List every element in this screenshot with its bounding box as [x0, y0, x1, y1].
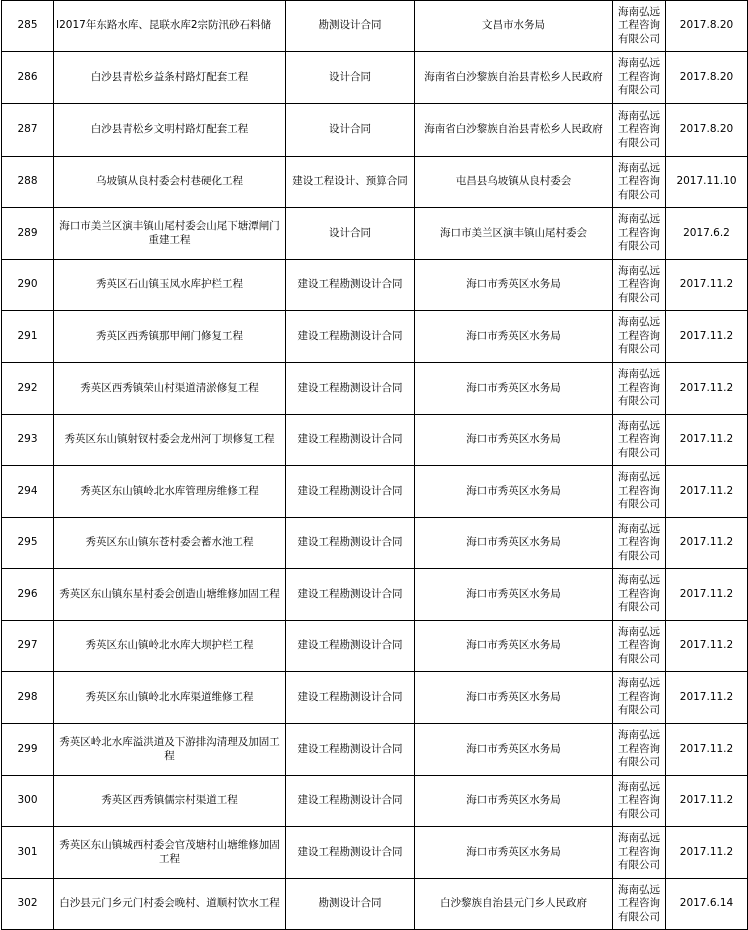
client-name: 海口市秀英区水务局 — [415, 672, 613, 724]
table-row — [2, 466, 748, 518]
client-name: 文昌市水务局 — [415, 1, 613, 52]
project-name: 海口市美兰区演丰镇山尾村委会山尾下塘潭闸门重建工程 — [54, 208, 286, 260]
row-number: 289 — [2, 208, 54, 260]
row-number: 285 — [2, 1, 54, 52]
contract-type: 勘测设计合同 — [286, 879, 415, 930]
client-name: 海口市秀英区水务局 — [415, 621, 613, 672]
contractor-name: 海南弘远工程咨询有限公司 — [613, 569, 666, 621]
row-number: 299 — [2, 724, 54, 776]
client-name: 海口市秀英区水务局 — [415, 363, 613, 415]
contractor-name: 海南弘远工程咨询有限公司 — [613, 52, 666, 104]
client-name: 海口市秀英区水务局 — [415, 569, 613, 621]
client-name: 海口市秀英区水务局 — [415, 827, 613, 879]
contractor-name: 海南弘远工程咨询有限公司 — [613, 776, 666, 827]
contractor-name: 海南弘远工程咨询有限公司 — [613, 466, 666, 518]
client-name: 海口市秀英区水务局 — [415, 518, 613, 569]
table-row — [2, 776, 748, 827]
row-number: 292 — [2, 363, 54, 415]
contractor-name: 海南弘远工程咨询有限公司 — [613, 1, 666, 52]
project-name: 秀英区东山镇射钗村委会龙州河丁坝修复工程 — [54, 415, 286, 466]
row-number: 296 — [2, 569, 54, 621]
contract-date: 2017.11.2 — [666, 569, 748, 621]
client-name: 海口市秀英区水务局 — [415, 466, 613, 518]
row-number: 294 — [2, 466, 54, 518]
row-number: 286 — [2, 52, 54, 104]
table-row — [2, 672, 748, 724]
contractor-name: 海南弘远工程咨询有限公司 — [613, 827, 666, 879]
project-name: 秀英区东山镇东星村委会创造山塘维修加固工程 — [54, 569, 286, 621]
table-row — [2, 52, 748, 104]
contract-type: 建设工程勘测设计合同 — [286, 672, 415, 724]
contract-date: 2017.11.2 — [666, 415, 748, 466]
contractor-name: 海南弘远工程咨询有限公司 — [613, 518, 666, 569]
contract-type: 设计合同 — [286, 52, 415, 104]
table-row — [2, 724, 748, 776]
table-row — [2, 157, 748, 208]
contracts-table-body — [2, 1, 748, 930]
client-name: 海口市秀英区水务局 — [415, 415, 613, 466]
contract-type: 建设工程勘测设计合同 — [286, 518, 415, 569]
project-name: 白沙县元门乡元门村委会晚村、道顺村饮水工程 — [54, 879, 286, 930]
contract-date: 2017.6.14 — [666, 879, 748, 930]
contract-date: 2017.8.20 — [666, 1, 748, 52]
row-number: 298 — [2, 672, 54, 724]
row-number: 290 — [2, 260, 54, 311]
project-name: 秀英区西秀镇荣山村渠道清淤修复工程 — [54, 363, 286, 415]
table-row — [2, 208, 748, 260]
row-number: 301 — [2, 827, 54, 879]
contract-date: 2017.11.2 — [666, 827, 748, 879]
project-name: 秀英区西秀镇儒宗村渠道工程 — [54, 776, 286, 827]
contract-type: 建设工程勘测设计合同 — [286, 569, 415, 621]
row-number: 295 — [2, 518, 54, 569]
contract-type: 建设工程勘测设计合同 — [286, 415, 415, 466]
contract-type: 建设工程勘测设计合同 — [286, 311, 415, 363]
table-row — [2, 879, 748, 930]
project-name: 秀英区东山镇东苍村委会蓄水池工程 — [54, 518, 286, 569]
contractor-name: 海南弘远工程咨询有限公司 — [613, 724, 666, 776]
client-name: 海南省白沙黎族自治县青松乡人民政府 — [415, 104, 613, 157]
project-name: 秀英区东山镇岭北水库渠道维修工程 — [54, 672, 286, 724]
contract-type: 建设工程勘测设计合同 — [286, 466, 415, 518]
project-name: I2017年东路水库、昆联水库2宗防汛砂石料储 — [54, 1, 286, 52]
table-row — [2, 311, 748, 363]
table-row — [2, 104, 748, 157]
contractor-name: 海南弘远工程咨询有限公司 — [613, 879, 666, 930]
table-row — [2, 260, 748, 311]
project-name: 秀英区东山镇岭北水库大坝护栏工程 — [54, 621, 286, 672]
table-row — [2, 1, 748, 52]
table-row — [2, 621, 748, 672]
project-name: 秀英区西秀镇那甲闸门修复工程 — [54, 311, 286, 363]
contract-date: 2017.11.2 — [666, 260, 748, 311]
client-name: 海口市秀英区水务局 — [415, 776, 613, 827]
contractor-name: 海南弘远工程咨询有限公司 — [613, 415, 666, 466]
contract-date: 2017.11.2 — [666, 621, 748, 672]
contract-type: 设计合同 — [286, 208, 415, 260]
row-number: 293 — [2, 415, 54, 466]
contract-date: 2017.6.2 — [666, 208, 748, 260]
contractor-name: 海南弘远工程咨询有限公司 — [613, 672, 666, 724]
contract-date: 2017.8.20 — [666, 52, 748, 104]
contract-date: 2017.11.2 — [666, 518, 748, 569]
contractor-name: 海南弘远工程咨询有限公司 — [613, 621, 666, 672]
contract-type: 建设工程设计、预算合同 — [286, 157, 415, 208]
row-number: 302 — [2, 879, 54, 930]
table-row — [2, 415, 748, 466]
contract-type: 勘测设计合同 — [286, 1, 415, 52]
project-name: 秀英区石山镇玉凤水库护栏工程 — [54, 260, 286, 311]
project-name: 乌坡镇从良村委会村巷硬化工程 — [54, 157, 286, 208]
row-number: 300 — [2, 776, 54, 827]
client-name: 海口市美兰区演丰镇山尾村委会 — [415, 208, 613, 260]
client-name: 海口市秀英区水务局 — [415, 260, 613, 311]
contract-date: 2017.11.10 — [666, 157, 748, 208]
contractor-name: 海南弘远工程咨询有限公司 — [613, 311, 666, 363]
contract-date: 2017.11.2 — [666, 724, 748, 776]
contracts-table — [1, 0, 748, 930]
contractor-name: 海南弘远工程咨询有限公司 — [613, 208, 666, 260]
row-number: 291 — [2, 311, 54, 363]
table-row — [2, 363, 748, 415]
contractor-name: 海南弘远工程咨询有限公司 — [613, 363, 666, 415]
contract-date: 2017.11.2 — [666, 363, 748, 415]
table-row — [2, 518, 748, 569]
row-number: 288 — [2, 157, 54, 208]
contract-type: 设计合同 — [286, 104, 415, 157]
contract-date: 2017.11.2 — [666, 672, 748, 724]
contract-type: 建设工程勘测设计合同 — [286, 724, 415, 776]
contract-type: 建设工程勘测设计合同 — [286, 776, 415, 827]
project-name: 秀英区东山镇城西村委会官茂塘村山塘维修加固工程 — [54, 827, 286, 879]
contract-date: 2017.11.2 — [666, 311, 748, 363]
contractor-name: 海南弘远工程咨询有限公司 — [613, 260, 666, 311]
contract-type: 建设工程勘测设计合同 — [286, 363, 415, 415]
contract-date: 2017.11.2 — [666, 466, 748, 518]
client-name: 白沙黎族自治县元门乡人民政府 — [415, 879, 613, 930]
row-number: 287 — [2, 104, 54, 157]
project-name: 秀英区东山镇岭北水库管理房维修工程 — [54, 466, 286, 518]
contractor-name: 海南弘远工程咨询有限公司 — [613, 157, 666, 208]
client-name: 海口市秀英区水务局 — [415, 311, 613, 363]
client-name: 海南省白沙黎族自治县青松乡人民政府 — [415, 52, 613, 104]
contract-type: 建设工程勘测设计合同 — [286, 260, 415, 311]
table-row — [2, 827, 748, 879]
project-name: 白沙县青松乡益条村路灯配套工程 — [54, 52, 286, 104]
contract-type: 建设工程勘测设计合同 — [286, 827, 415, 879]
client-name: 屯昌县乌坡镇从良村委会 — [415, 157, 613, 208]
project-name: 白沙县青松乡文明村路灯配套工程 — [54, 104, 286, 157]
client-name: 海口市秀英区水务局 — [415, 724, 613, 776]
contract-date: 2017.8.20 — [666, 104, 748, 157]
contractor-name: 海南弘远工程咨询有限公司 — [613, 104, 666, 157]
project-name: 秀英区岭北水库溢洪道及下游排沟清理及加固工程 — [54, 724, 286, 776]
contract-date: 2017.11.2 — [666, 776, 748, 827]
contract-type: 建设工程勘测设计合同 — [286, 621, 415, 672]
table-row — [2, 569, 748, 621]
row-number: 297 — [2, 621, 54, 672]
